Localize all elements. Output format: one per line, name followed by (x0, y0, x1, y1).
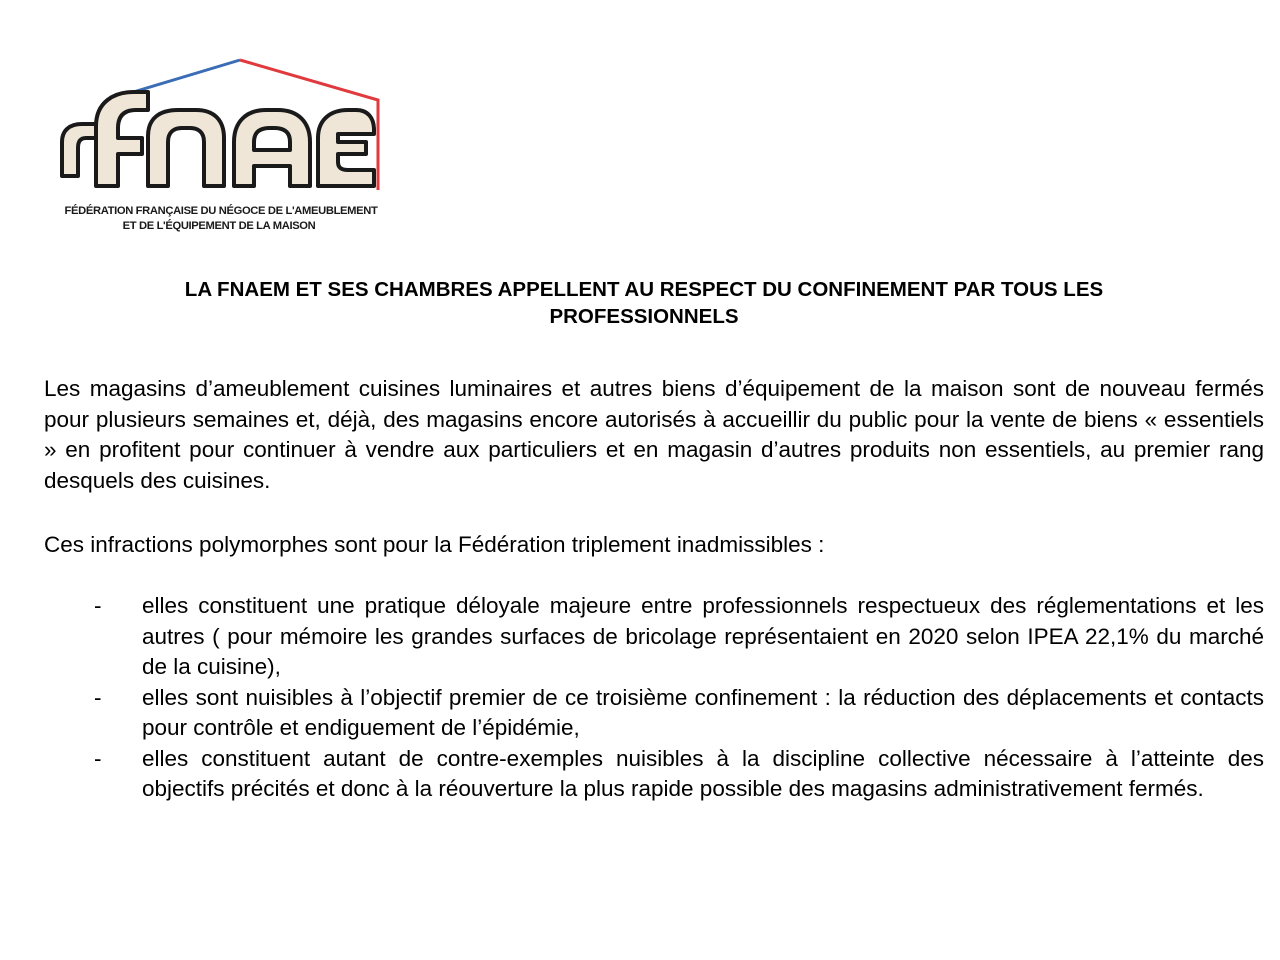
fnaem-logo (56, 58, 386, 238)
bullet-list (0, 591, 1280, 805)
logo-subtitle-line1: FÉDÉRATION FRANÇAISE DU NÉGOCE DE L'AMEUBLEMENT (64, 205, 378, 217)
logo-subtitle-line2: ET DE L'ÉQUIPEMENT DE LA MAISON (122, 220, 316, 232)
fnaem-logo-mark (56, 58, 386, 203)
list-item-text: elles constituent autant de contre-exemples nuisibles à la discipline collective nécessaire à l’atteinte des objectifs précités et donc à la réouverture la plus rapide possible des magasins administrativement fermés. (142, 745, 1264, 801)
paragraph-intro: Les magasins d’ameublement cuisines luminaires et autres biens d’équipement de la maison sont de nouveau fermés pour plusieurs semaines et, déjà, des magasins encore autorisés à accueillir du public pour la vente de biens « essentiels » en profitent pour continuer à vendre aux particuliers et en magasin d’autres produits non essentiels, au premier rang desquels des cuisines. (44, 376, 1264, 493)
list-item (94, 744, 1264, 805)
list-item (94, 591, 1264, 683)
document-title-line2: PROFESSIONNELS (549, 305, 739, 328)
list-item-text: elles sont nuisibles à l’objectif premier de ce troisième confinement : la réduction des déplacements et contacts pour contrôle et endiguement de l’épidémie, (142, 684, 1264, 740)
document-title-line1: LA FNAEM ET SES CHAMBRES APPELLENT AU RESPECT DU CONFINEMENT PAR TOUS LES (184, 278, 1104, 301)
list-item (94, 683, 1264, 744)
logo-letters (62, 92, 374, 186)
document-title (60, 276, 1228, 330)
bullet-dash: - (94, 593, 102, 618)
paragraph-infractions: Ces infractions polymorphes sont pour la Fédération triplement inadmissibles : (44, 532, 825, 557)
bullet-dash: - (94, 684, 102, 710)
list-item-text: elles constituent une pratique déloyale majeure entre professionnels respectueux des réglementations et les autres ( pour mémoire les grandes surfaces de bricolage représentaient en 2020 selon IPEA 22,1% du marché de la cuisine), (142, 593, 1264, 679)
bullet-dash: - (94, 745, 102, 771)
